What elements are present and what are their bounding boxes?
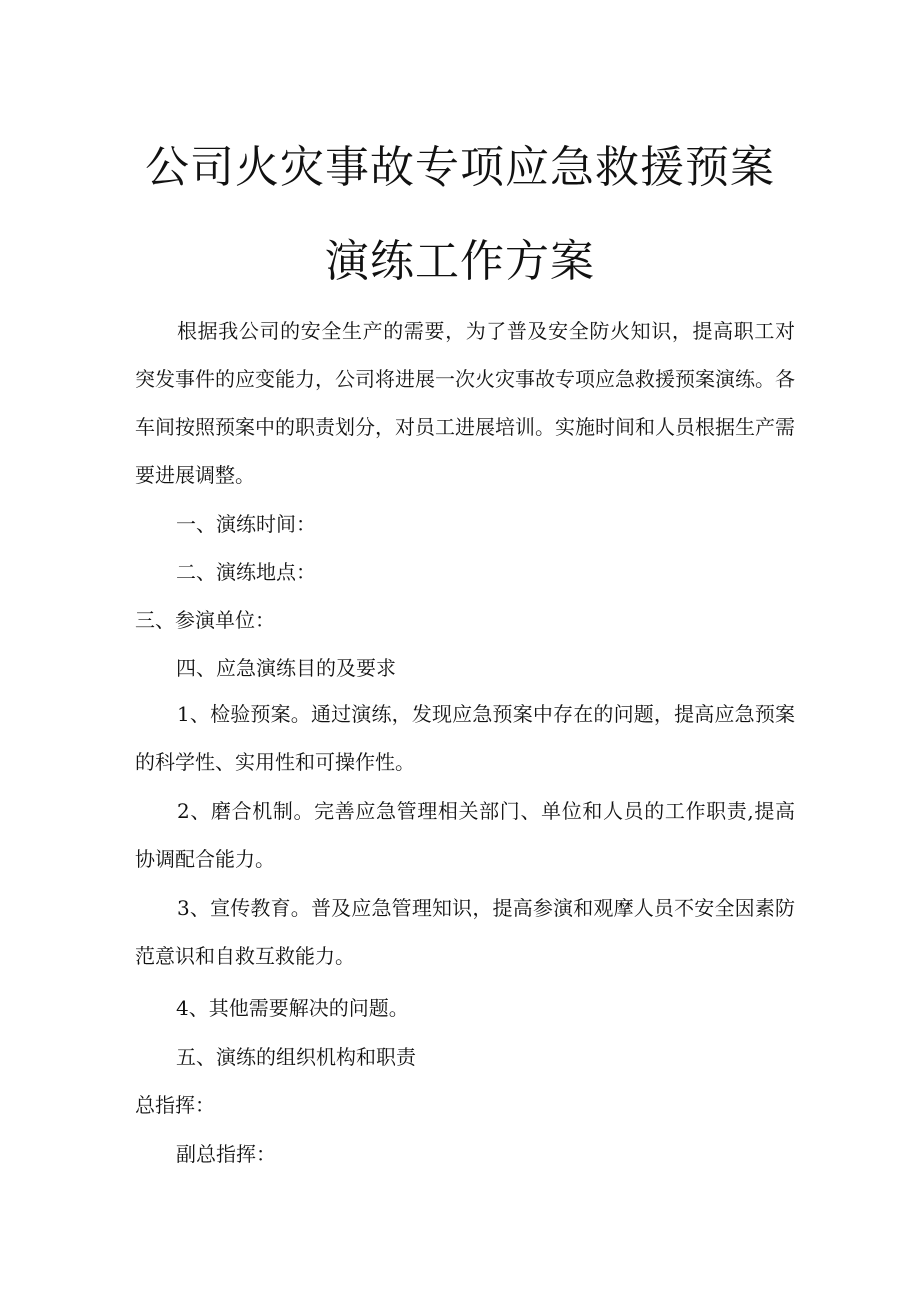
- deputy-commander-label: 副总指挥：: [176, 1142, 276, 1166]
- commander-label: 总指挥：: [135, 1093, 215, 1117]
- section-organization: 五、演练的组织机构和职责: [176, 1045, 416, 1069]
- document-title-line1: 公司火灾事故专项应急救援预案: [145, 142, 775, 193]
- section-drill-objectives: 四、应急演练目的及要求: [176, 656, 396, 680]
- section-drill-location: 二、演练地点：: [176, 560, 316, 584]
- section-drill-time: 一、演练时间：: [176, 512, 316, 536]
- objective-item-1: 1、检验预案。通过演练，发现应急预案中存在的问题，提高应急预案的科学性、实用性和可操作性。: [135, 702, 795, 774]
- objective-item-2: 2、磨合机制。完善应急管理相关部门、单位和人员的工作职责,提高协调配合能力。: [135, 799, 795, 871]
- intro-paragraph: 根据我公司的安全生产的需要，为了普及安全防火知识，提高职工对突发事件的应变能力，公司将进展一次火灾事故专项应急救援预案演练。各车间按照预案中的职责划分，对员工进展培训。实施时间和人员根据生产需要进展调整。: [135, 319, 795, 487]
- section-participating-units: 三、参演单位：: [135, 608, 275, 632]
- document-title-line2: 演练工作方案: [325, 236, 595, 287]
- objective-item-3: 3、宣传教育。普及应急管理知识，提高参演和观摩人员不安全因素防范意识和自救互救能力。: [135, 896, 795, 968]
- objective-item-4: 4、其他需要解决的问题。: [176, 996, 409, 1020]
